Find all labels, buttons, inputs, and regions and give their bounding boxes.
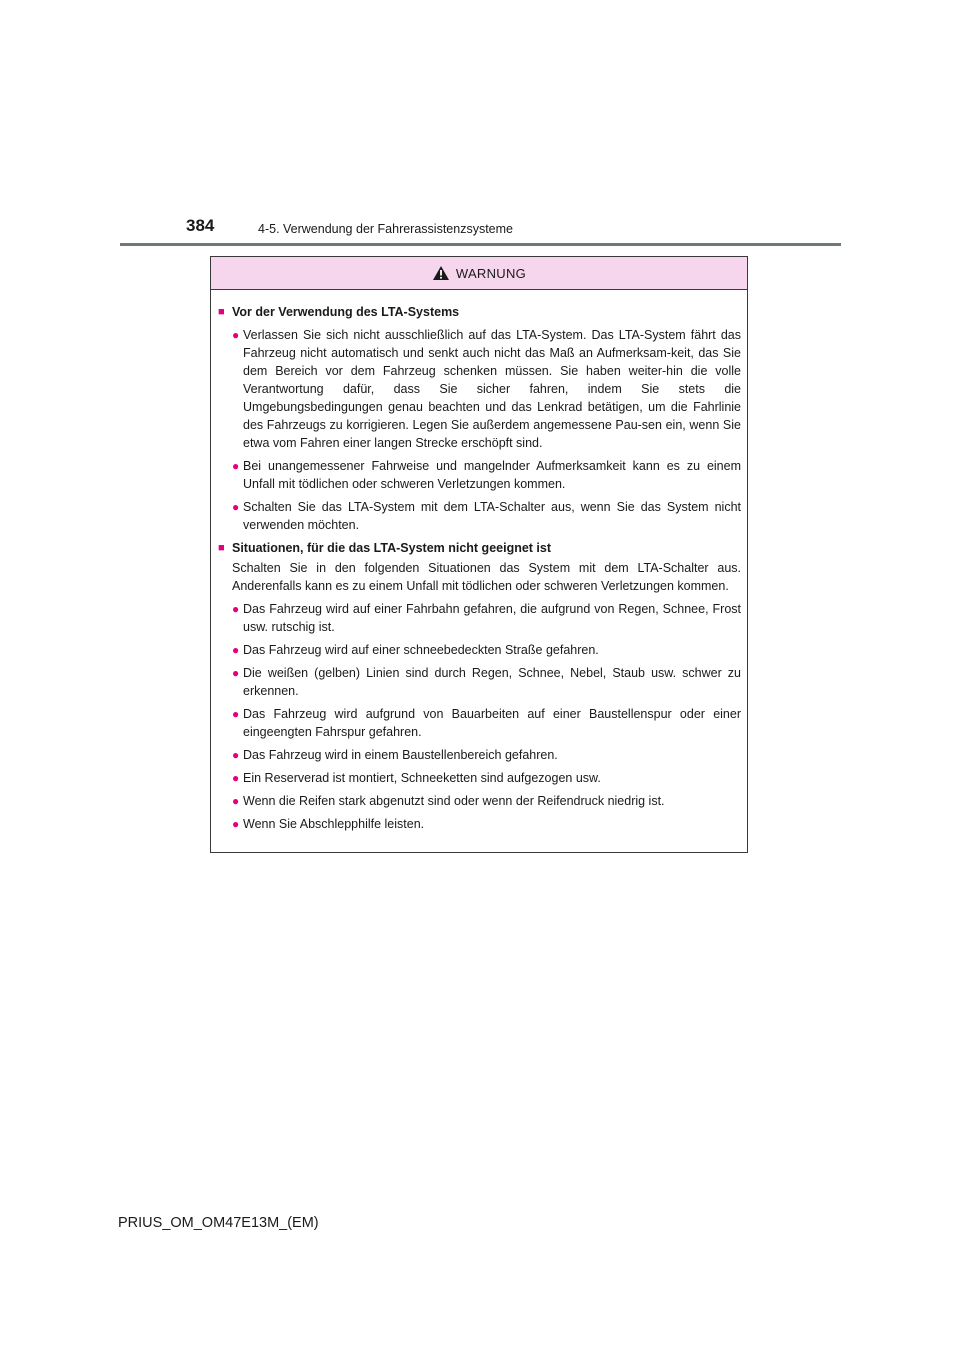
warning-box bbox=[210, 256, 748, 853]
list-item bbox=[218, 326, 741, 452]
circle-bullet-icon: ● bbox=[232, 459, 240, 473]
warning-triangle-icon bbox=[432, 265, 450, 281]
document-code: PRIUS_OM_OM47E13M_(EM) bbox=[118, 1215, 319, 1231]
list-item-text: Ein Reserverad ist montiert, Schneeketten sind aufgezogen usw. bbox=[243, 771, 601, 785]
circle-bullet-icon: ● bbox=[232, 602, 240, 616]
list-item-text: Wenn Sie Abschlepphilfe leisten. bbox=[243, 817, 425, 831]
circle-bullet-icon: ● bbox=[232, 500, 240, 514]
circle-bullet-icon: ● bbox=[232, 707, 240, 721]
list-item-text: Wenn die Reifen stark abgenutzt sind oder wenn der Reifendruck niedrig ist. bbox=[243, 794, 665, 808]
list-item-text: Das Fahrzeug wird auf einer Fahrbahn gefahren, die aufgrund von Regen, Schnee, Frost usw. rutschig ist. bbox=[243, 602, 741, 634]
list-item-text: Schalten Sie das LTA-System mit dem LTA-Schalter aus, wenn Sie das System nicht verwenden möchten. bbox=[243, 500, 741, 532]
list-item bbox=[218, 600, 741, 636]
list-item bbox=[218, 792, 741, 810]
circle-bullet-icon: ● bbox=[232, 643, 240, 657]
list-item bbox=[218, 746, 741, 764]
list-item-text: Das Fahrzeug wird aufgrund von Bauarbeiten auf einer Baustellenspur oder einer eingeengten Fahrspur gefahren. bbox=[243, 707, 741, 739]
list-item-text: Das Fahrzeug wird in einem Baustellenbereich gefahren. bbox=[243, 748, 558, 762]
list-item bbox=[218, 769, 741, 787]
circle-bullet-icon: ● bbox=[232, 748, 240, 762]
warning-header bbox=[211, 257, 747, 290]
section-heading-text: Situationen, für die das LTA-System nicht geeignet ist bbox=[232, 541, 552, 555]
section-heading-text: Vor der Verwendung des LTA-Systems bbox=[232, 305, 460, 319]
list-item-text: Verlassen Sie sich nicht ausschließlich auf das LTA-System. Das LTA-System fährt das Fahrzeug nicht automatisch und senkt auch nicht das Maß an Aufmerksam-keit, das Sie dem Bereich vor dem Fahrzeug schenken müssen. Sie haben weiter-hin die volle Verantwortung dafür, dass Sie sicher fahren, indem Sie stets die Umgebungsbedingungen genau beachten und das Lenkrad betätigen, um die Fahrlinie des Fahrzeugs zu korrigieren. Legen Sie außerdem angemessene Pau-sen ein, wenn Sie etwa vom Fahren einer langen Strecke erschöpft sind. bbox=[243, 328, 741, 450]
section-title: 4-5. Verwendung der Fahrerassistenzsysteme bbox=[258, 222, 513, 236]
page-number: 384 bbox=[186, 216, 215, 235]
section-heading bbox=[218, 303, 741, 321]
list-item-text: Die weißen (gelben) Linien sind durch Regen, Schnee, Nebel, Staub usw. schwer zu erkennen. bbox=[243, 666, 741, 698]
list-item bbox=[218, 457, 741, 493]
header-divider bbox=[120, 243, 841, 246]
circle-bullet-icon: ● bbox=[232, 794, 240, 808]
circle-bullet-icon: ● bbox=[232, 817, 240, 831]
list-item bbox=[218, 641, 741, 659]
circle-bullet-icon: ● bbox=[232, 771, 240, 785]
section-heading bbox=[218, 539, 741, 557]
list-item bbox=[218, 498, 741, 534]
list-item bbox=[218, 664, 741, 700]
warning-label: WARNUNG bbox=[455, 265, 527, 281]
square-bullet-icon: ■ bbox=[218, 306, 225, 318]
circle-bullet-icon: ● bbox=[232, 328, 240, 342]
list-item bbox=[218, 815, 741, 833]
warning-body bbox=[211, 290, 747, 833]
list-item-text: Das Fahrzeug wird auf einer schneebedeckten Straße gefahren. bbox=[243, 643, 599, 657]
section-intro: Schalten Sie in den folgenden Situationen das System mit dem LTA-Schalter aus. Anderenfalls kann es zu einem Unfall mit tödlichen oder schweren Verletzungen kommen. bbox=[232, 561, 741, 593]
list-item-text: Bei unangemessener Fahrweise und mangelnder Aufmerksamkeit kann es zu einem Unfall mit tödlichen oder schweren Verletzungen kommen. bbox=[243, 459, 741, 491]
list-item bbox=[218, 705, 741, 741]
square-bullet-icon: ■ bbox=[218, 542, 225, 554]
circle-bullet-icon: ● bbox=[232, 666, 240, 680]
